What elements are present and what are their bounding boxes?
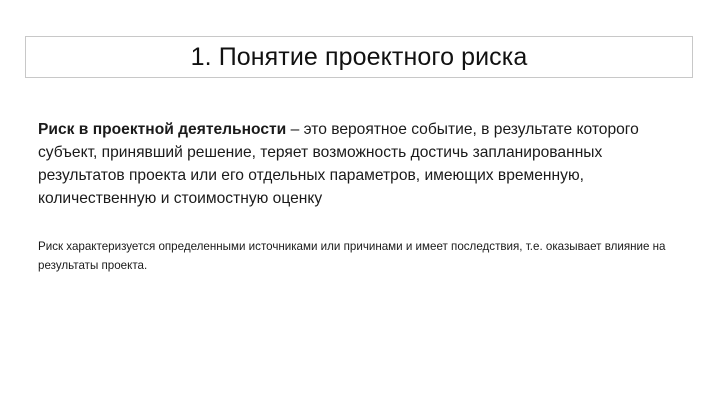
definition-text: – это вероятное событие, в результате которого субъект, принявший решение, теряет возможность достичь запланированных результатов проекта или его отдельных параметров, имеющих временную, количественную и стоимостную оценку [38, 121, 639, 207]
title-box [25, 36, 693, 78]
definition-term: Риск в проектной деятельности [38, 121, 287, 138]
slide-title: 1. Понятие проектного риска [190, 42, 528, 71]
definition-paragraph [38, 118, 678, 210]
note-paragraph: Риск характеризуется определенными источниками или причинами и имеет последствия, т.е. оказывает влияние на результаты проекта. [38, 240, 666, 272]
